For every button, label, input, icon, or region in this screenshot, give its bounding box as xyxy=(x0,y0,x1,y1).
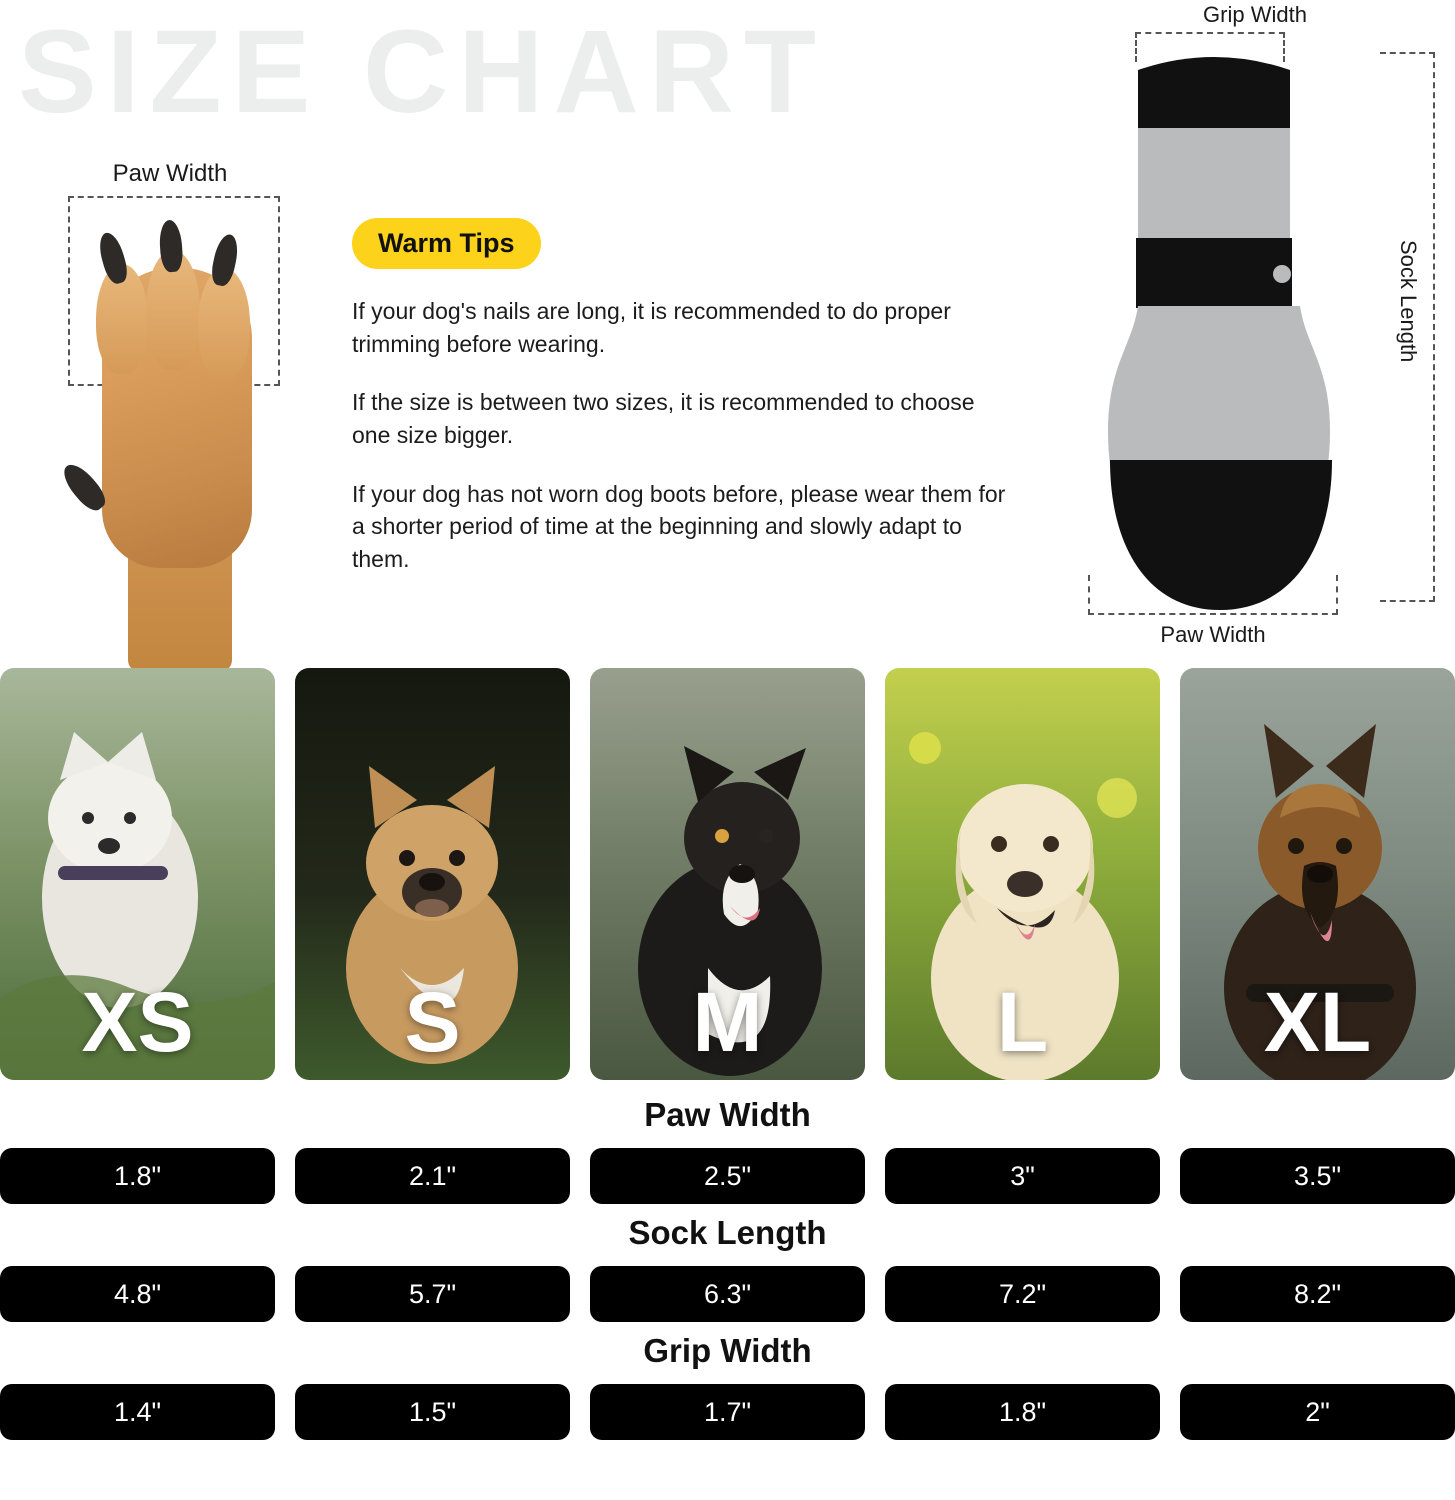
size-photo-row xyxy=(0,668,1455,1080)
sock-length-row xyxy=(0,1266,1455,1322)
grip-width-row xyxy=(0,1384,1455,1440)
grip-width-value-xl: 2" xyxy=(1180,1384,1455,1440)
size-card-xs[interactable] xyxy=(0,668,275,1080)
warm-tip-text: If the size is between two sizes, it is recommended to choose one size bigger. xyxy=(352,389,975,448)
size-code-label: M xyxy=(692,975,763,1069)
paw-width-value-s: 2.1" xyxy=(295,1148,570,1204)
grip-width-value-m: 1.7" xyxy=(590,1384,865,1440)
boot-paw-width-label: Paw Width xyxy=(1160,622,1266,647)
warm-tips-badge: Warm Tips xyxy=(352,218,541,269)
measurements-section xyxy=(0,1086,1455,1440)
top-section xyxy=(0,0,1455,660)
paw-width-value-l: 3" xyxy=(885,1148,1160,1204)
size-code-label: XS xyxy=(81,975,194,1069)
grip-width-value-s: 1.5" xyxy=(295,1384,570,1440)
size-code-label: XL xyxy=(1263,975,1372,1069)
sock-length-value-m: 6.3" xyxy=(590,1266,865,1322)
grip-width-label: Grip Width xyxy=(1203,2,1307,27)
measure-title-sock-length: Sock Length xyxy=(628,1214,827,1251)
size-card-s[interactable] xyxy=(295,668,570,1080)
paw-width-value-m: 2.5" xyxy=(590,1148,865,1204)
size-code-label: L xyxy=(996,975,1049,1069)
sock-length-label: Sock Length xyxy=(1396,240,1421,363)
measure-title-grip-width: Grip Width xyxy=(643,1332,812,1369)
paw-photo-block xyxy=(40,160,300,650)
page-title: SIZE CHART xyxy=(18,6,826,138)
size-card-m[interactable] xyxy=(590,668,865,1080)
grip-width-value-xs: 1.4" xyxy=(0,1384,275,1440)
measure-title-paw-width: Paw Width xyxy=(644,1096,811,1133)
paw-width-label: Paw Width xyxy=(112,160,228,187)
warm-tips-block xyxy=(352,218,1052,576)
size-card-l[interactable] xyxy=(885,668,1160,1080)
sock-length-value-xl: 8.2" xyxy=(1180,1266,1455,1322)
size-card-xl[interactable] xyxy=(1180,668,1455,1080)
dog-boot-illustration xyxy=(1050,0,1455,665)
dog-paw-image xyxy=(50,202,295,642)
sock-length-value-xs: 4.8" xyxy=(0,1266,275,1322)
paw-width-value-xs: 1.8" xyxy=(0,1148,275,1204)
paw-width-row xyxy=(0,1148,1455,1204)
boot-diagram-block xyxy=(1050,0,1455,665)
sock-length-value-l: 7.2" xyxy=(885,1266,1160,1322)
warm-tip-text: If your dog's nails are long, it is recommended to do proper trimming before wearing. xyxy=(352,298,951,357)
warm-tip-text: If your dog has not worn dog boots before, please wear them for a shorter period of time at the beginning and slowly adapt to them. xyxy=(352,480,1006,572)
paw-width-value-xl: 3.5" xyxy=(1180,1148,1455,1204)
grip-width-value-l: 1.8" xyxy=(885,1384,1160,1440)
size-code-label: S xyxy=(404,975,461,1069)
sock-length-value-s: 5.7" xyxy=(295,1266,570,1322)
paw-nail-shape xyxy=(95,230,130,286)
